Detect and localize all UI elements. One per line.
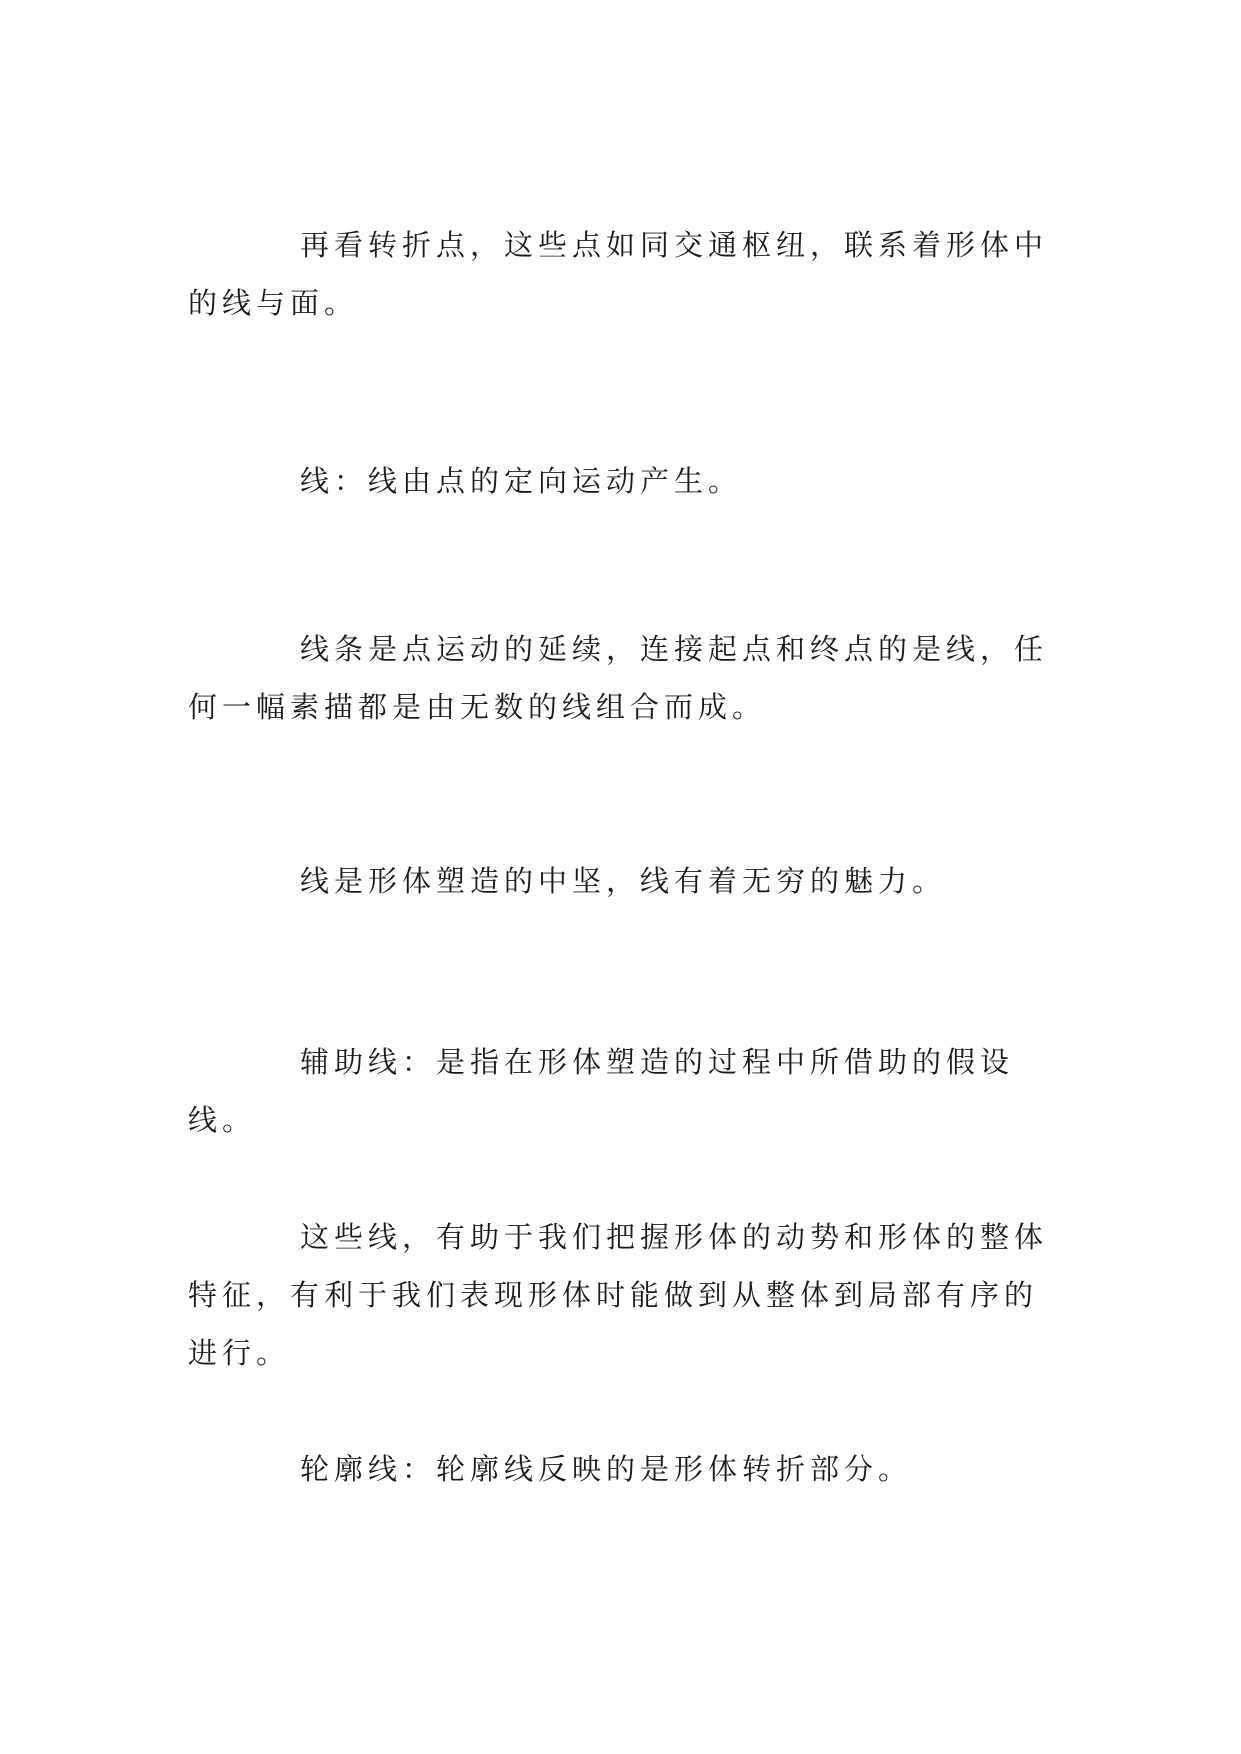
paragraph-auxiliary-line: 辅助线：是指在形体塑造的过程中所借助的假设线。 [188,1045,1015,1137]
paragraph-contour-line: 轮廓线：轮廓线反映的是形体转折部分。 [300,1452,913,1486]
paragraph-line-extension: 线条是点运动的延续，连接起点和终点的是线，任何一幅素描都是由无数的线组合而成。 [188,632,1049,724]
paragraph-line-core: 线是形体塑造的中坚，线有着无穷的魅力。 [300,864,947,898]
paragraph-line-definition: 线：线由点的定向运动产生。 [300,464,743,498]
paragraph-turning-points: 再看转折点，这些点如同交通枢纽，联系着形体中的线与面。 [188,228,1049,320]
paragraph-auxiliary-purpose: 这些线，有助于我们把握形体的动势和形体的整体特征，有利于我们表现形体时能做到从整体到局部有序的进行。 [188,1220,1049,1370]
